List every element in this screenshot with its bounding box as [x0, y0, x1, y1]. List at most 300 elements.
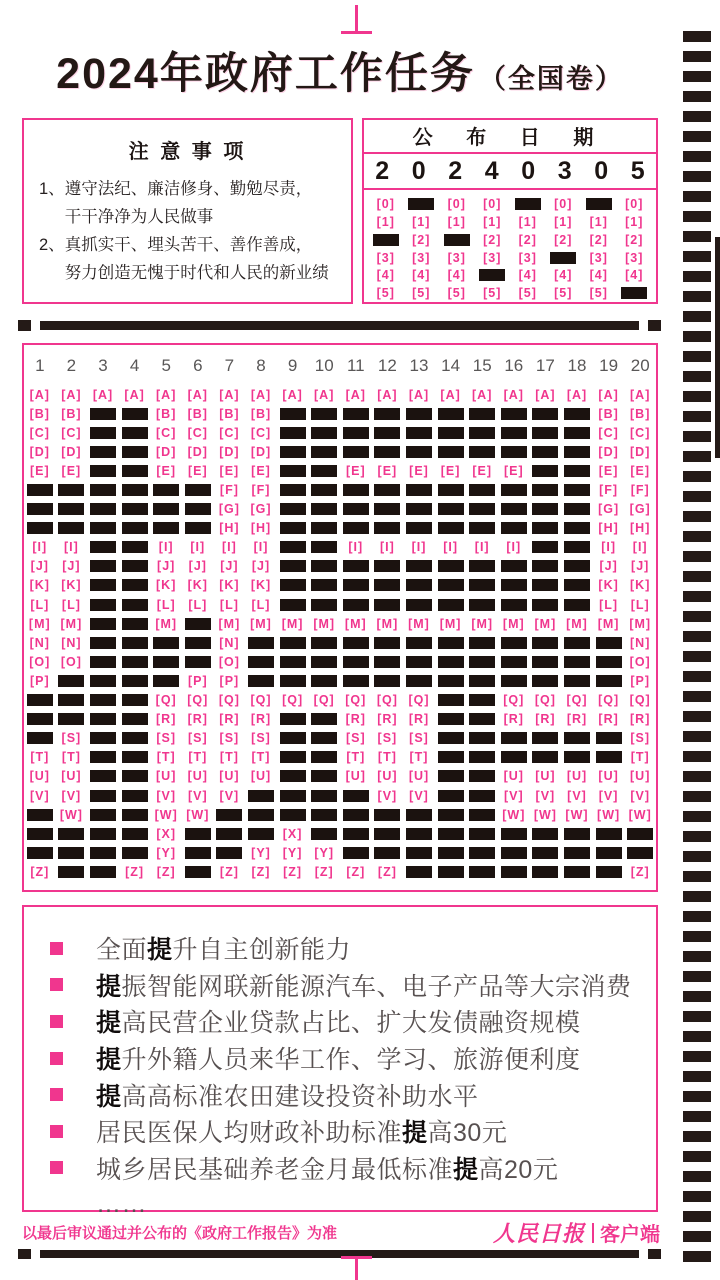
answer-bubble-filled	[87, 729, 119, 748]
answer-bubble: [F]	[219, 483, 239, 498]
filled-mark	[90, 732, 116, 744]
answer-bubble: [F]	[599, 483, 619, 498]
notice-box	[22, 118, 353, 304]
answer-bubble-filled	[277, 480, 309, 499]
answer-bubble: [C]	[156, 425, 177, 440]
filled-mark	[438, 656, 464, 668]
filled-mark	[280, 408, 306, 420]
filled-mark	[406, 847, 432, 859]
answer-bubble: [J]	[30, 559, 49, 574]
answer-bubble-filled	[182, 633, 214, 652]
page-title	[0, 40, 680, 101]
timing-mark	[683, 1071, 711, 1082]
timing-mark	[683, 591, 711, 602]
timing-mark	[683, 691, 711, 702]
filled-mark	[90, 637, 116, 649]
filled-mark	[438, 599, 464, 611]
filled-mark	[532, 560, 558, 572]
answer-bubble-filled	[435, 519, 467, 538]
answer-bubble-filled	[403, 862, 435, 881]
filled-mark	[438, 484, 464, 496]
filled-mark	[311, 408, 337, 420]
answer-row-e	[24, 461, 656, 480]
answer-bubble-filled	[372, 557, 404, 576]
answer-bubble: [Q]	[345, 693, 367, 708]
answer-bubble: [V]	[503, 788, 524, 803]
answer-bubble-filled	[340, 595, 372, 614]
timing-mark	[683, 711, 711, 722]
filled-mark	[27, 732, 53, 744]
answer-bubble: [Q]	[408, 693, 430, 708]
timing-mark	[683, 411, 711, 422]
column-number: 15	[472, 356, 492, 375]
filled-mark	[374, 446, 400, 458]
filled-mark	[153, 484, 179, 496]
filled-mark	[343, 408, 369, 420]
answer-bubble: [Q]	[218, 693, 240, 708]
filled-mark	[343, 790, 369, 802]
filled-mark	[469, 866, 495, 878]
answer-bubble-filled	[182, 652, 214, 671]
timing-mark	[683, 631, 711, 642]
answer-bubble: [A]	[598, 387, 619, 402]
answer-bubble: [B]	[598, 406, 619, 421]
answer-bubble-filled	[435, 442, 467, 461]
filled-mark	[58, 675, 84, 687]
answer-bubble-filled	[466, 824, 498, 843]
registration-mark-top	[341, 5, 372, 34]
filled-mark	[90, 541, 116, 553]
answer-bubble-filled	[308, 538, 340, 557]
date-bubble: [1]	[625, 214, 644, 229]
column-number: 10	[314, 356, 334, 375]
answer-bubble-filled	[435, 691, 467, 710]
bullet-square-icon	[50, 1125, 63, 1138]
filled-mark	[216, 809, 242, 821]
answer-bubble-filled	[277, 710, 309, 729]
answer-bubble-filled	[593, 729, 625, 748]
date-bubble-filled	[368, 231, 404, 249]
filled-mark	[438, 408, 464, 420]
date-bubble: [3]	[447, 250, 466, 265]
filled-mark	[343, 446, 369, 458]
filled-mark	[248, 790, 274, 802]
answer-bubble: [M]	[218, 616, 241, 631]
filled-mark	[122, 847, 148, 859]
answer-bubble-filled	[87, 805, 119, 824]
separator-square	[648, 320, 661, 331]
answer-bubble-filled	[24, 691, 56, 710]
filled-mark	[311, 484, 337, 496]
filled-mark	[122, 713, 148, 725]
answer-bubble-filled	[498, 442, 530, 461]
answer-bubble-filled	[593, 652, 625, 671]
answer-bubble-filled	[435, 500, 467, 519]
answer-bubble: [J]	[62, 559, 81, 574]
answer-bubble-filled	[340, 404, 372, 423]
timing-mark	[683, 871, 711, 882]
answer-bubble: [A]	[156, 387, 177, 402]
separator-square	[18, 320, 31, 331]
answer-bubble-filled	[561, 404, 593, 423]
filled-mark	[90, 675, 116, 687]
filled-mark	[280, 637, 306, 649]
date-bubble: [4]	[518, 268, 537, 283]
filled-mark	[280, 560, 306, 572]
filled-mark	[564, 656, 590, 668]
answer-bubble-filled	[498, 843, 530, 862]
answer-sheet	[22, 343, 658, 892]
date-bubble: [5]	[554, 286, 573, 301]
answer-bubble-filled	[277, 538, 309, 557]
task-text: 城乡居民基础养老金月最低标准提高20元	[96, 1155, 559, 1184]
answer-bubble: [M]	[155, 616, 178, 631]
answer-bubble-filled	[561, 576, 593, 595]
task-text: 提振智能网联新能源汽车、电子产品等大宗消费	[96, 972, 632, 1001]
answer-bubble-filled	[308, 576, 340, 595]
answer-bubble-filled	[340, 671, 372, 690]
filled-mark	[27, 828, 53, 840]
answer-bubble-filled	[498, 652, 530, 671]
answer-bubble-filled	[403, 805, 435, 824]
answer-bubble: [L]	[630, 597, 650, 612]
answer-bubble-filled	[24, 805, 56, 824]
answer-bubble-filled	[466, 767, 498, 786]
answer-bubble-filled	[498, 519, 530, 538]
answer-bubble: [S]	[630, 731, 651, 746]
filled-mark	[564, 427, 590, 439]
filled-mark	[280, 809, 306, 821]
answer-bubble: [O]	[29, 654, 51, 669]
filled-mark	[343, 522, 369, 534]
answer-bubble-filled	[245, 671, 277, 690]
answer-bubble-filled	[56, 480, 88, 499]
answer-bubble: [Z]	[283, 864, 303, 879]
timing-mark	[683, 371, 711, 382]
answer-bubble: [C]	[219, 425, 240, 440]
answer-bubble: [A]	[187, 387, 208, 402]
filled-mark	[90, 579, 116, 591]
date-bubble: [0]	[625, 197, 644, 212]
timing-mark	[683, 771, 711, 782]
filled-mark	[438, 522, 464, 534]
answer-bubble-filled	[24, 824, 56, 843]
answer-bubble-filled	[498, 557, 530, 576]
answer-bubble-filled	[119, 691, 151, 710]
date-bubble: [2]	[589, 232, 608, 247]
answer-bubble: [I]	[190, 540, 206, 555]
answer-bubble-filled	[308, 500, 340, 519]
answer-bubble-filled	[277, 423, 309, 442]
answer-bubble: [I]	[411, 540, 427, 555]
answer-bubble: [U]	[29, 769, 50, 784]
answer-bubble: [I]	[379, 540, 395, 555]
filled-mark	[311, 560, 337, 572]
filled-mark	[90, 790, 116, 802]
filled-mark	[469, 790, 495, 802]
answer-bubble: [A]	[566, 387, 588, 402]
answer-bubble: [E]	[503, 463, 524, 478]
filled-mark	[532, 446, 558, 458]
filled-mark	[343, 579, 369, 591]
filled-mark	[532, 637, 558, 649]
answer-bubble: [H]	[630, 521, 651, 536]
filled-mark	[586, 198, 612, 210]
filled-mark	[58, 694, 84, 706]
bullet-square-icon	[50, 978, 63, 991]
filled-mark	[311, 675, 337, 687]
filled-mark	[438, 847, 464, 859]
date-bubble: [5]	[483, 286, 502, 301]
filled-mark	[90, 866, 116, 878]
column-number: 6	[193, 356, 203, 375]
answer-bubble: [E]	[598, 463, 619, 478]
answer-bubble: [A]	[535, 387, 556, 402]
answer-bubble: [U]	[219, 769, 240, 784]
filled-mark	[58, 522, 84, 534]
filled-mark	[469, 732, 495, 744]
date-digit: 2	[375, 156, 390, 185]
filled-mark	[438, 713, 464, 725]
timing-mark	[683, 71, 711, 82]
answer-bubble: [V]	[377, 788, 398, 803]
answer-row-q	[24, 691, 656, 710]
filled-mark	[90, 560, 116, 572]
answer-bubble-filled	[245, 805, 277, 824]
filled-mark	[122, 732, 148, 744]
notice-item	[39, 175, 338, 231]
answer-bubble-filled	[530, 500, 562, 519]
answer-bubble: [K]	[156, 578, 177, 593]
answer-bubble: [J]	[157, 559, 176, 574]
notice-line: 遵守法纪、廉洁修身、勤勉尽责，	[64, 180, 313, 198]
answer-bubble: [O]	[629, 654, 651, 669]
filled-mark	[280, 751, 306, 763]
filled-mark	[122, 560, 148, 572]
answer-row-k	[24, 576, 656, 595]
timing-mark	[683, 731, 711, 742]
answer-bubble: [W]	[154, 807, 178, 822]
filled-mark	[532, 656, 558, 668]
answer-bubble-filled	[372, 480, 404, 499]
answer-bubble: [O]	[218, 654, 240, 669]
answer-bubble: [S]	[187, 731, 208, 746]
date-bubble: [4]	[412, 268, 431, 283]
timing-mark	[683, 891, 711, 902]
answer-bubble-filled	[403, 671, 435, 690]
answer-bubble-filled	[277, 461, 309, 480]
bullet-square-icon	[50, 1015, 63, 1028]
answer-bubble-filled	[56, 500, 88, 519]
date-digit: 0	[521, 156, 536, 185]
answer-bubble-filled	[56, 862, 88, 881]
answer-row-h	[24, 519, 656, 538]
filled-mark	[469, 847, 495, 859]
answer-bubble: [P]	[219, 673, 240, 688]
answer-bubble-filled	[372, 519, 404, 538]
answer-bubble-filled	[56, 843, 88, 862]
answer-bubble: [R]	[598, 712, 619, 727]
answer-bubble-filled	[435, 710, 467, 729]
bullet-square-icon	[50, 1088, 63, 1101]
answer-bubble: [E]	[630, 463, 651, 478]
answer-bubble: [H]	[598, 521, 619, 536]
answer-bubble: [M]	[344, 616, 367, 631]
answer-bubble: [M]	[408, 616, 430, 631]
answer-bubble-filled	[435, 480, 467, 499]
filled-mark	[280, 656, 306, 668]
answer-bubble-filled	[561, 480, 593, 499]
answer-bubble: [H]	[219, 521, 240, 536]
column-number: 4	[129, 356, 140, 375]
filled-mark	[122, 541, 148, 553]
filled-mark	[185, 522, 211, 534]
answer-bubble-filled	[466, 786, 498, 805]
answer-bubble-filled	[150, 500, 182, 519]
filled-mark	[564, 847, 590, 859]
answer-bubble: [A]	[345, 387, 366, 402]
answer-bubble-filled	[372, 576, 404, 595]
answer-row-p	[24, 671, 656, 690]
answer-bubble: [C]	[187, 425, 208, 440]
timing-mark	[683, 231, 711, 242]
filled-mark	[479, 269, 505, 281]
date-bubble-filled	[404, 195, 440, 213]
filled-mark	[501, 484, 527, 496]
answer-bubble-filled	[87, 500, 119, 519]
answer-bubble-filled	[24, 710, 56, 729]
filled-mark	[27, 713, 53, 725]
date-bubble: [2]	[412, 232, 431, 247]
filled-mark	[58, 828, 84, 840]
answer-bubble-filled	[87, 595, 119, 614]
answer-bubble-filled	[340, 423, 372, 442]
timing-mark	[683, 551, 711, 562]
filled-mark	[406, 484, 432, 496]
answer-bubble: [I]	[253, 540, 269, 555]
answer-bubble-filled	[561, 843, 593, 862]
timing-mark	[683, 971, 711, 982]
answer-bubble-filled	[87, 461, 119, 480]
answer-bubble-filled	[561, 729, 593, 748]
timing-mark	[683, 191, 711, 202]
timing-mark	[683, 1091, 711, 1102]
timing-marks-column	[683, 31, 711, 1262]
filled-mark	[438, 446, 464, 458]
answer-bubble-filled	[277, 671, 309, 690]
filled-mark	[532, 503, 558, 515]
answer-bubble-filled	[561, 519, 593, 538]
answer-bubble: [F]	[630, 483, 650, 498]
filled-mark	[374, 560, 400, 572]
answer-bubble-filled	[119, 404, 151, 423]
filled-mark	[280, 541, 306, 553]
answer-row-v	[24, 786, 656, 805]
notice-title: 注 意 事 项	[128, 141, 247, 163]
answer-bubble: [T]	[409, 750, 429, 765]
filled-mark	[311, 599, 337, 611]
answer-bubble-filled	[24, 480, 56, 499]
answer-bubble: [T]	[156, 750, 176, 765]
date-digit: 3	[557, 156, 572, 185]
filled-mark	[406, 637, 432, 649]
filled-mark	[469, 809, 495, 821]
filled-mark	[469, 656, 495, 668]
date-bubble-filled	[581, 195, 617, 213]
answer-bubble-filled	[340, 576, 372, 595]
answer-bubble: [R]	[156, 712, 177, 727]
filled-mark	[438, 732, 464, 744]
answer-bubble-filled	[498, 729, 530, 748]
timing-mark	[683, 271, 711, 282]
filled-mark	[406, 828, 432, 840]
answer-bubble-filled	[214, 805, 246, 824]
timing-mark	[683, 151, 711, 162]
answer-bubble-filled	[466, 729, 498, 748]
answer-bubble: [L]	[219, 597, 239, 612]
answer-bubble-filled	[530, 633, 562, 652]
answer-bubble-filled	[119, 824, 151, 843]
answer-bubble: [Q]	[187, 693, 209, 708]
answer-bubble-filled	[24, 500, 56, 519]
filled-mark	[501, 675, 527, 687]
filled-mark	[438, 694, 464, 706]
answer-bubble-filled	[498, 480, 530, 499]
filled-mark	[627, 847, 653, 859]
answer-bubble: [L]	[251, 597, 271, 612]
answer-bubble: [V]	[29, 788, 50, 803]
answer-bubble-filled	[530, 519, 562, 538]
answer-bubble: [E]	[440, 463, 461, 478]
notice-item-text	[65, 231, 329, 287]
timing-mark	[683, 991, 711, 1002]
answer-bubble: [V]	[187, 788, 208, 803]
filled-mark	[153, 503, 179, 515]
filled-mark	[374, 599, 400, 611]
answer-bubble-filled	[150, 480, 182, 499]
filled-mark	[153, 675, 179, 687]
answer-bubble: [U]	[598, 769, 619, 784]
date-digit: 5	[630, 156, 645, 185]
filled-mark	[311, 637, 337, 649]
answer-bubble-filled	[308, 480, 340, 499]
timing-mark	[683, 831, 711, 842]
answer-row-w	[24, 805, 656, 824]
filled-mark	[343, 828, 369, 840]
answer-bubble-filled	[87, 767, 119, 786]
answer-bubble: [C]	[61, 425, 82, 440]
timing-mark	[683, 171, 711, 182]
answer-bubble: [K]	[598, 578, 619, 593]
answer-bubble: [M]	[629, 616, 652, 631]
answer-bubble: [U]	[377, 769, 398, 784]
answer-bubble-filled	[277, 729, 309, 748]
answer-bubble: [D]	[598, 444, 619, 459]
answer-bubble: [M]	[534, 616, 557, 631]
filled-mark	[438, 828, 464, 840]
answer-bubble: [L]	[599, 597, 619, 612]
answer-bubble-filled	[403, 576, 435, 595]
answer-bubble-filled	[624, 843, 656, 862]
answer-bubble: [R]	[377, 712, 398, 727]
filled-mark	[311, 656, 337, 668]
answer-bubble-filled	[435, 576, 467, 595]
timing-mark	[683, 1151, 711, 1162]
answer-bubble: [D]	[156, 444, 177, 459]
timing-mark	[683, 491, 711, 502]
answer-bubble: [Q]	[250, 693, 272, 708]
answer-bubble: [O]	[60, 654, 82, 669]
